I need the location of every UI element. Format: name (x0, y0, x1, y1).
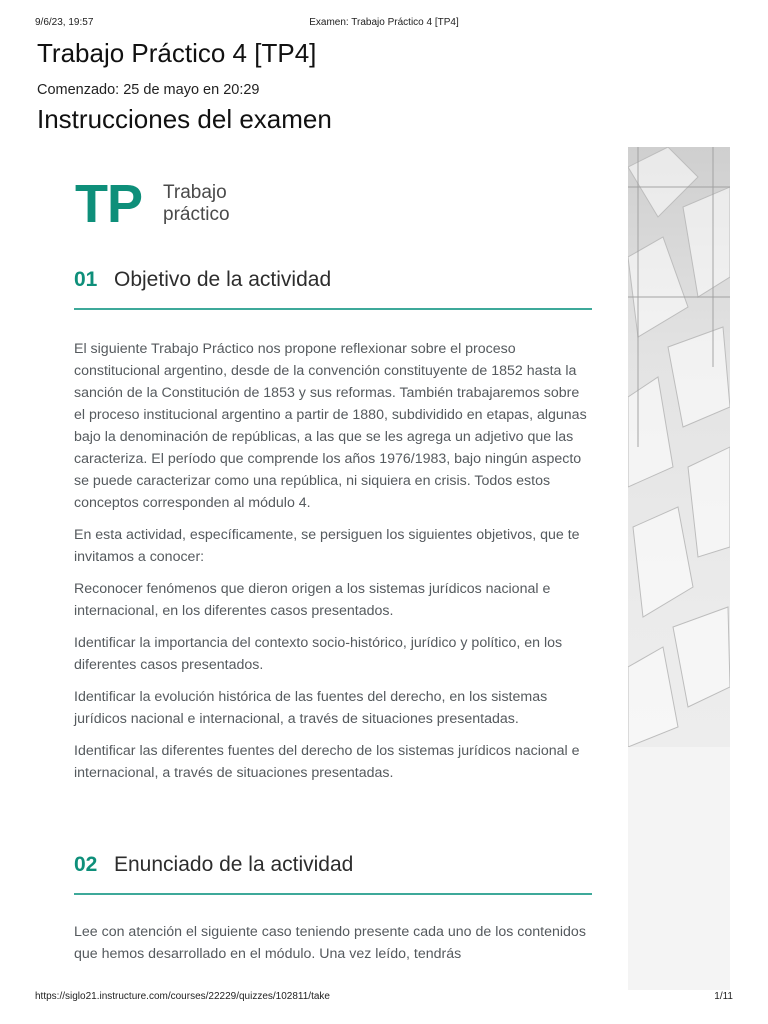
paragraph: Identificar la evolución histórica de las fuentes del derecho, en los sistemas jurídicos nacional e internacional, a través de situaciones presentadas. (74, 689, 548, 727)
tp-logo-line1: Trabajo (163, 182, 227, 203)
paragraph: Identificar las diferentes fuentes del derecho de los sistemas jurídicos nacional e internacional, a través de situaciones presentadas. (74, 743, 580, 781)
paragraph: En esta actividad, específicamente, se persiguen los siguientes objetivos, que te invitamos a conocer: (74, 527, 580, 565)
print-url: https://siglo21.instructure.com/courses/22229/quizzes/102811/take (35, 991, 330, 1002)
print-date: 9/6/23, 19:57 (35, 17, 94, 28)
print-footer (35, 991, 733, 1005)
paragraph: Reconocer fenómenos que dieron origen a los sistemas jurídicos nacional e internacional, en los diferentes casos presentados. (74, 581, 551, 619)
section-objective-body (74, 338, 594, 794)
section-title: Enunciado de la actividad (114, 853, 354, 876)
section-statement-header (74, 853, 592, 895)
decorative-side-image (628, 147, 730, 990)
tp-logo-line2: práctico (163, 204, 230, 225)
section-statement-body (74, 921, 594, 975)
section-number: 01 (74, 268, 98, 291)
instructions-heading: Instrucciones del examen (37, 104, 332, 134)
quiz-title: Trabajo Práctico 4 [TP4] (37, 38, 317, 68)
paragraph: Lee con atención el siguiente caso teniendo presente cada uno de los contenidos que hemos desarrollado en el módulo. Una vez leído, tendrás (74, 924, 586, 962)
abstract-pattern-icon (628, 147, 730, 990)
print-header (35, 17, 733, 31)
print-page-title: Examen: Trabajo Práctico 4 [TP4] (309, 17, 459, 28)
section-objective-header (74, 268, 592, 310)
paragraph: El siguiente Trabajo Práctico nos propone reflexionar sobre el proceso constitucional argentino, desde de la convención constituyente de 1852 hasta la sanción de la Constitución de 1853 y sus reformas. También trabajaremos sobre el proceso institucional argentino a partir de 1880, subdividido en etapas, algunas bajo la denominación de repúblicas, a las que se les agrega un adjetivo que las caracteriza. El período que comprende los años 1976/1983, bajo ningún aspecto se puede caracterizar como una república, ni siquiera en crisis. Todos estos conceptos corresponden al módulo 4. (74, 341, 587, 511)
section-title: Objetivo de la actividad (114, 268, 332, 291)
paragraph: Identificar la importancia del contexto socio-histórico, jurídico y político, en los diferentes casos presentados. (74, 635, 563, 673)
section-number: 02 (74, 853, 98, 876)
print-page-number: 1/11 (714, 991, 733, 1002)
quiz-started-timestamp: Comenzado: 25 de mayo en 20:29 (37, 82, 260, 98)
tp-logo-mark: TP (75, 174, 143, 234)
